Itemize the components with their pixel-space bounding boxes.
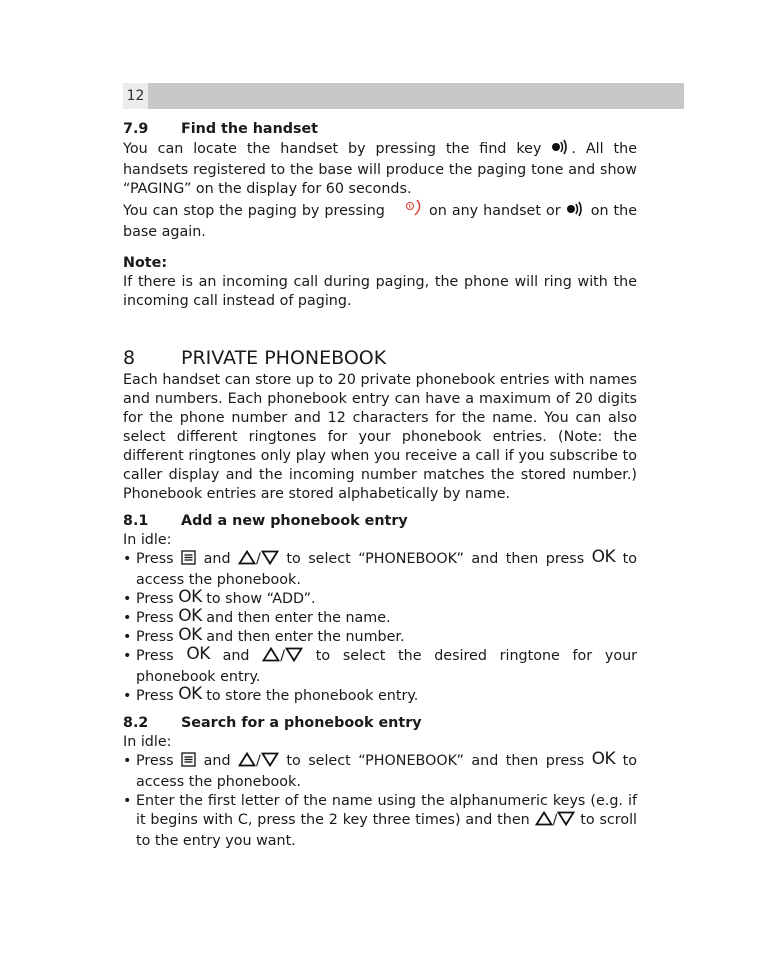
list-item: • Press OK and then enter the name.: [123, 609, 637, 628]
find-key-icon: [551, 139, 571, 161]
down-arrow-icon: [261, 550, 279, 571]
list-item: • Press and / to select “PHONEBOOK” and then press OK to access the phonebook.: [123, 752, 637, 792]
section-heading-8-2: 8.2 Search for a phonebook entry: [123, 715, 422, 731]
ok-key: OK: [591, 547, 616, 567]
paragraph-phonebook-intro: Each handset can store up to 20 private phonebook entries with names and numbers. Each phonebook entry can have a maximum of 20 digits for the phone number and 12 characters for the name. You can also select different ringtones for your phonebook entries. (Note: the different ringtones only play when you receive a call if you subscribe to caller display and the incoming number matches the stored number.) Phonebook entries are stored alphabetically by name.: [123, 372, 637, 502]
up-arrow-icon: [238, 752, 256, 773]
note-block: Note:: [123, 255, 168, 271]
steps-add-entry: [123, 547, 638, 706]
page-header-bar: [123, 83, 684, 109]
in-idle-label: In idle:: [123, 734, 172, 750]
note-text: If there is an incoming call during paging, the phone will ring with the incoming call instead of paging.: [123, 274, 637, 309]
paragraph-find-handset: You can locate the handset by pressing the find key . All the handsets registered to the base will produce the paging tone and show “PAGING” on the display for 60 seconds.: [123, 141, 637, 197]
ok-key: OK: [178, 625, 202, 645]
page-content: [123, 120, 637, 851]
section-heading-8-1: 8.1 Add a new phonebook entry: [123, 513, 408, 529]
menu-key-icon: [181, 752, 196, 773]
list-item: • Press OK to show “ADD”.: [123, 590, 637, 609]
section-heading-7-9: 7.9 Find the handset: [123, 121, 319, 137]
chapter-heading-8: 8 PRIVATE PHONEBOOK: [123, 347, 387, 369]
in-idle-label: In idle:: [123, 532, 172, 548]
page-number: 12: [123, 83, 148, 109]
list-item: • Enter the first letter of the name using the alphanumeric keys (e.g. if it begins with C, press the 2 key three times) and then / to scroll to the entry you want.: [123, 792, 637, 851]
ok-key: OK: [186, 644, 210, 664]
steps-search-entry: [123, 749, 638, 851]
list-item: • Press and / to select “PHONEBOOK” and then press OK to access the phonebook.: [123, 550, 637, 590]
ok-key: OK: [591, 749, 616, 769]
ok-key: OK: [178, 587, 202, 607]
down-arrow-icon: [261, 752, 279, 773]
find-key-icon: [566, 201, 586, 223]
paragraph-stop-paging: You can stop the paging by pressing on any handset or on the base again.: [123, 199, 637, 242]
list-item: • Press OK and then enter the number.: [123, 628, 637, 647]
down-arrow-icon: [557, 811, 575, 832]
ok-key: OK: [178, 684, 202, 704]
up-arrow-icon: [262, 647, 280, 668]
list-item: • Press OK to store the phonebook entry.: [123, 687, 637, 706]
up-arrow-icon: [238, 550, 256, 571]
down-arrow-icon: [285, 647, 303, 668]
end-call-icon: [404, 199, 424, 223]
up-arrow-icon: [535, 811, 553, 832]
list-item: • Press OK and / to select the desired ringtone for your phonebook entry.: [123, 647, 637, 687]
ok-key: OK: [178, 606, 202, 626]
menu-key-icon: [181, 550, 196, 571]
